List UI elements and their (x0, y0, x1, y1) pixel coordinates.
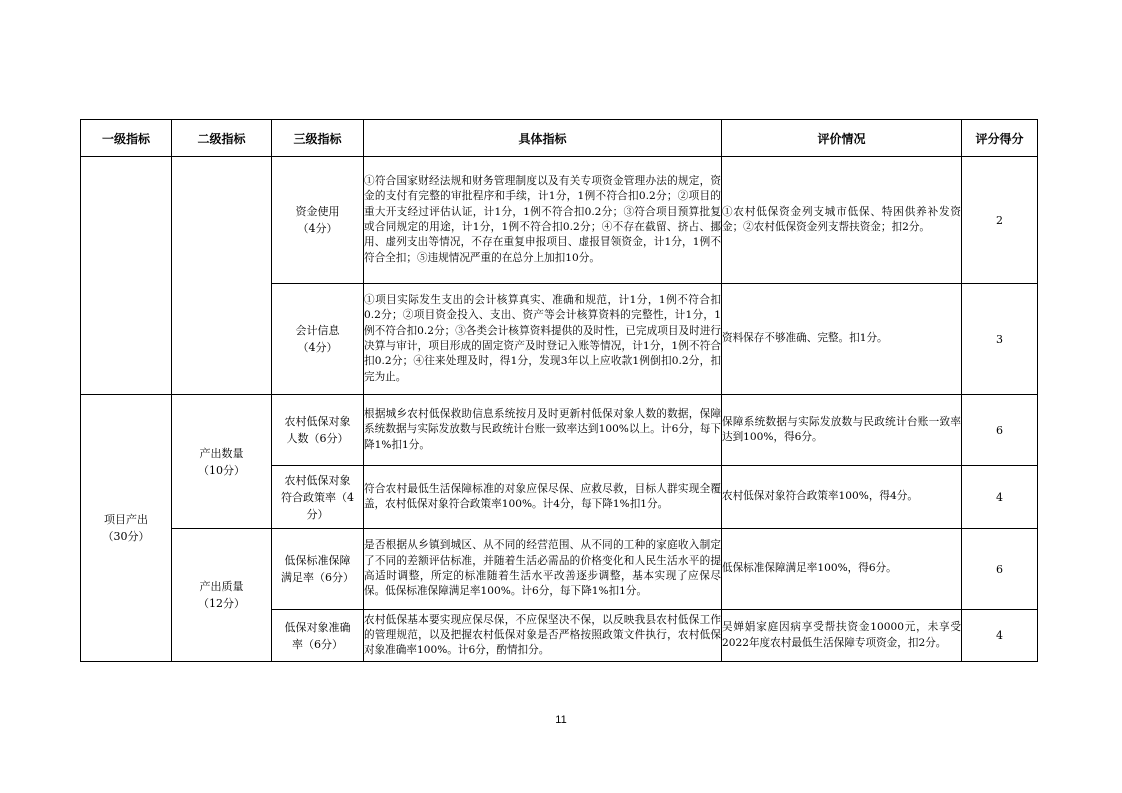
tertiary-label: 农村低保对象 (284, 473, 351, 487)
evaluation-cell: 资料保存不够准确、完整。扣1分。 (722, 284, 962, 395)
primary-cell (81, 395, 172, 662)
table-row (81, 529, 1038, 610)
evaluation-table (80, 119, 1038, 662)
detail-cell: 是否根据从乡镇到城区、从不同的经营范围、从不同的工种的家庭收入制定了不同的差额评估标准，并随着生活必需品的价格变化和人民生活水平的提高适时调整，所定的标准随着生活水平改善逐步调整，基本实现了应保尽保。低保标准保障满足率100%。计6分，每下降1%扣1分。 (364, 529, 722, 610)
tertiary-points: 人数（6分） (286, 432, 349, 445)
evaluation-cell: 农村低保对象符合政策率100%，得4分。 (722, 466, 962, 529)
evaluation-cell: 吴婵娟家庭因病享受帮扶资金10000元，未享受2022年度农村最低生活保障专项资金，扣2分。 (722, 610, 962, 662)
table-row (81, 157, 1038, 284)
secondary-cell-empty (172, 157, 272, 395)
header-secondary-indicator: 二级指标 (172, 120, 272, 157)
detail-cell: 符合农村最低生活保障标准的对象应保尽保、应救尽救，目标人群实现全覆盖，农村低保对象符合政策率100%。计4分，每下降1%扣1分。 (364, 466, 722, 529)
tertiary-points: 满足率（6分） (281, 571, 354, 584)
tertiary-cell (272, 529, 364, 610)
tertiary-points: （4分） (297, 341, 338, 354)
primary-points: （30分） (102, 530, 150, 543)
primary-label: 项目产出 (104, 513, 148, 526)
secondary-label: 产出数量 (199, 446, 244, 460)
tertiary-label: 资金使用 (295, 205, 340, 218)
tertiary-points: （4分） (297, 222, 338, 235)
tertiary-cell (272, 284, 364, 395)
tertiary-label: 低保标准保障 (284, 554, 351, 567)
header-primary-indicator: 一级指标 (81, 120, 172, 157)
evaluation-cell: 低保标准保障满足率100%，得6分。 (722, 529, 962, 610)
score-cell: 6 (962, 395, 1038, 466)
detail-cell: ①项目实际发生支出的会计核算真实、准确和规范，计1分，1例不符合扣0.2分；②项目资金投入、支出、资产等会计核算资料的完整性，计1分，1例不符合扣0.2分；③各类会计核算资料提供的及时性，已完成项目及时进行决算与审计，项目形成的固定资产及时登记入账等情况，计1分，1例不符合扣0.2分；④往来处理及时，得1分，发现3年以上应收款1例倒扣0.2分，扣完为止。 (364, 284, 722, 395)
page-number: 11 (555, 714, 567, 726)
evaluation-cell: ①农村低保资金列支城市低保、特困供养补发资金；②农村低保资金列支帮扶资金；扣2分。 (722, 157, 962, 284)
secondary-cell (172, 395, 272, 529)
detail-cell: ①符合国家财经法规和财务管理制度以及有关专项资金管理办法的规定，资金的支付有完整的审批程序和手续，计1分，1例不符合扣0.2分；②项目的重大开支经过评估认证，计1分，1例不符合扣0.2分；③符合项目预算批复或合同规定的用途，计1分，1例不符合扣0.2分；④不存在截留、挤占、挪用、虚列支出等情况，不存在重复申报项目、虚报冒领资金，计1分，1例不符合全扣；⑤违规情况严重的在总分上加扣10分。 (364, 157, 722, 284)
tertiary-label: 会计信息 (295, 324, 340, 337)
header-specific-indicator: 具体指标 (364, 120, 722, 157)
tertiary-points: 分） (306, 507, 329, 521)
evaluation-cell: 保障系统数据与实际发放数与民政统计台账一致率达到100%，得6分。 (722, 395, 962, 466)
header-score: 评分得分 (962, 120, 1038, 157)
score-cell: 2 (962, 157, 1038, 284)
score-cell: 3 (962, 284, 1038, 395)
detail-cell: 农村低保基本要实现应保尽保，不应保坚决不保，以反映我县农村低保工作的管理规范，以及把握农村低保对象是否严格按照政策文件执行，农村低保对象准确率100%。计6分，酌情扣分。 (364, 610, 722, 662)
score-cell: 4 (962, 466, 1038, 529)
tertiary-cell (272, 395, 364, 466)
secondary-points: （12分） (198, 597, 245, 610)
secondary-label: 产出质量 (199, 580, 244, 593)
tertiary-cell (272, 157, 364, 284)
secondary-cell (172, 529, 272, 662)
tertiary-label: 农村低保对象 (284, 415, 351, 428)
primary-cell-empty (81, 157, 172, 395)
header-evaluation: 评价情况 (722, 120, 962, 157)
header-tertiary-indicator: 三级指标 (272, 120, 364, 157)
tertiary-cell (272, 610, 364, 662)
table-row (81, 395, 1038, 466)
tertiary-label: 低保对象准确 (284, 620, 351, 634)
tertiary-points: 率（6分） (292, 637, 343, 651)
detail-cell: 根据城乡农村低保救助信息系统按月及时更新村低保对象人数的数据，保障系统数据与实际发放数与民政统计台账一致率达到100%以上。计6分，每下降1%扣1分。 (364, 395, 722, 466)
tertiary-cell (272, 466, 364, 529)
header-row (81, 120, 1038, 157)
secondary-points: （10分） (198, 463, 245, 477)
tertiary-label-cont: 符合政策率（4 (281, 490, 354, 504)
score-cell: 4 (962, 610, 1038, 662)
score-cell: 6 (962, 529, 1038, 610)
